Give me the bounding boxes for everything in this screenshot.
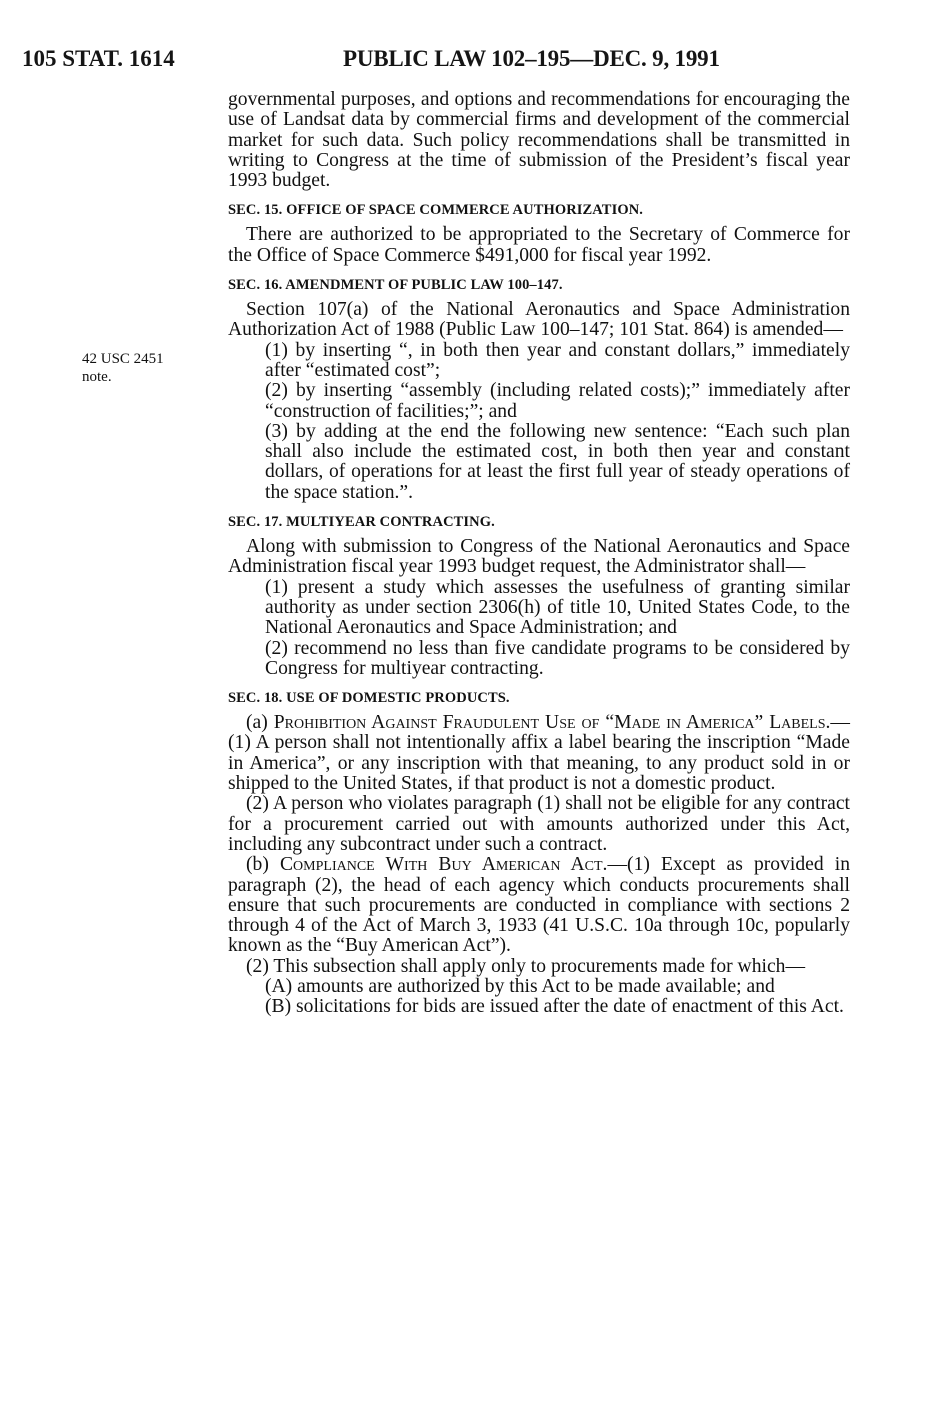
- section-16-item-2: (2) by inserting “assembly (including related costs);” immediately after “construction of facilities;”; and: [265, 380, 850, 422]
- section-17-item-2: (2) recommend no less than five candidate programs to be considered by Congress for multiyear contracting.: [265, 637, 850, 679]
- subsection-b-label: (b): [246, 854, 280, 876]
- public-law-title: PUBLIC LAW 102–195—DEC. 9, 1991: [343, 46, 720, 71]
- subsection-a-label: (a): [246, 712, 274, 734]
- subsection-a-title: Prohibition Against Fraudulent Use of “Made in America” Labels.: [273, 712, 831, 734]
- section-18-subsection-a: [228, 713, 850, 794]
- page-header: [0, 44, 949, 78]
- section-18-heading: SEC. 18. USE OF DOMESTIC PRODUCTS.: [228, 690, 510, 707]
- margin-note-citation: 42 USC 2451: [82, 351, 164, 367]
- section-16-item-3: (3) by adding at the end the following new sentence: “Each such plan shall also include the estimated cost, in both then year and constant dollars, of operations for at least the first full year of steady operations of the space station.”.: [265, 420, 850, 503]
- section-17-item-1: (1) present a study which assesses the usefulness of granting similar authority as under section 2306(h) of title 10, United States Code, to the National Aeronautics and Space Administration; and: [265, 576, 850, 639]
- subsection-a-paragraph-1: —(1) A person shall not intentionally affix a label bearing the inscription “Made in America”, or any inscription with that meaning, to any product sold in or shipped to the United States, if that product is not a domestic product.: [228, 712, 850, 795]
- section-15-text: There are authorized to be appropriated to the Secretary of Commerce for the Office of Space Commerce $491,000 for fiscal year 1992.: [228, 224, 850, 266]
- section-18-item-A: (A) amounts are authorized by this Act to be made available; and: [265, 975, 775, 997]
- section-15-heading: SEC. 15. OFFICE OF SPACE COMMERCE AUTHORIZATION.: [228, 202, 643, 219]
- intro-paragraph: governmental purposes, and options and recommendations for encouraging the use of Landsat data by commercial firms and development of the commercial market for such data. Such policy recommendations shall be transmitted in writing to Congress at the time of submission of the President’s fiscal year 1993 budget.: [228, 89, 850, 192]
- margin-citation-note: [82, 350, 212, 386]
- margin-note-label: note.: [82, 369, 112, 385]
- section-16-text: Section 107(a) of the National Aeronautics and Space Administration Authorization Act of 1988 (Public Law 100–147; 101 Stat. 864) is amended—: [228, 299, 850, 341]
- section-18-item-B: (B) solicitations for bids are issued after the date of enactment of this Act.: [265, 996, 844, 1018]
- section-16-heading: SEC. 16. AMENDMENT OF PUBLIC LAW 100–147.: [228, 277, 563, 294]
- section-16-item-1: (1) by inserting “, in both then year and constant dollars,” immediately after “estimated cost”;: [265, 339, 850, 381]
- section-18-subsection-b: [228, 855, 850, 956]
- section-18-b-paragraph-2: (2) This subsection shall apply only to procurements made for which—: [246, 955, 806, 977]
- section-17-heading: SEC. 17. MULTIYEAR CONTRACTING.: [228, 514, 495, 531]
- section-18-a-paragraph-2: (2) A person who violates paragraph (1) shall not be eligible for any contract for a procurement carried out with amounts authorized under this Act, including any subcontract under such a contract.: [228, 793, 850, 855]
- document-body: [228, 90, 850, 1018]
- subsection-b-title: Compliance With Buy American Act.: [279, 854, 608, 876]
- subsection-b-paragraph-1: —(1) Except as provided in paragraph (2), the head of each agency which conducts procurements shall ensure that such procurements are conducted in compliance with sections 2 through 4 of the Act of March 3, 1933 (41 U.S.C. 10a through 10c, popularly known as the “Buy American Act”).: [228, 854, 850, 957]
- stat-page-number: 105 STAT. 1614: [22, 46, 175, 71]
- section-17-text: Along with submission to Congress of the National Aeronautics and Space Administration fiscal year 1993 budget request, the Administrator shall—: [228, 536, 850, 578]
